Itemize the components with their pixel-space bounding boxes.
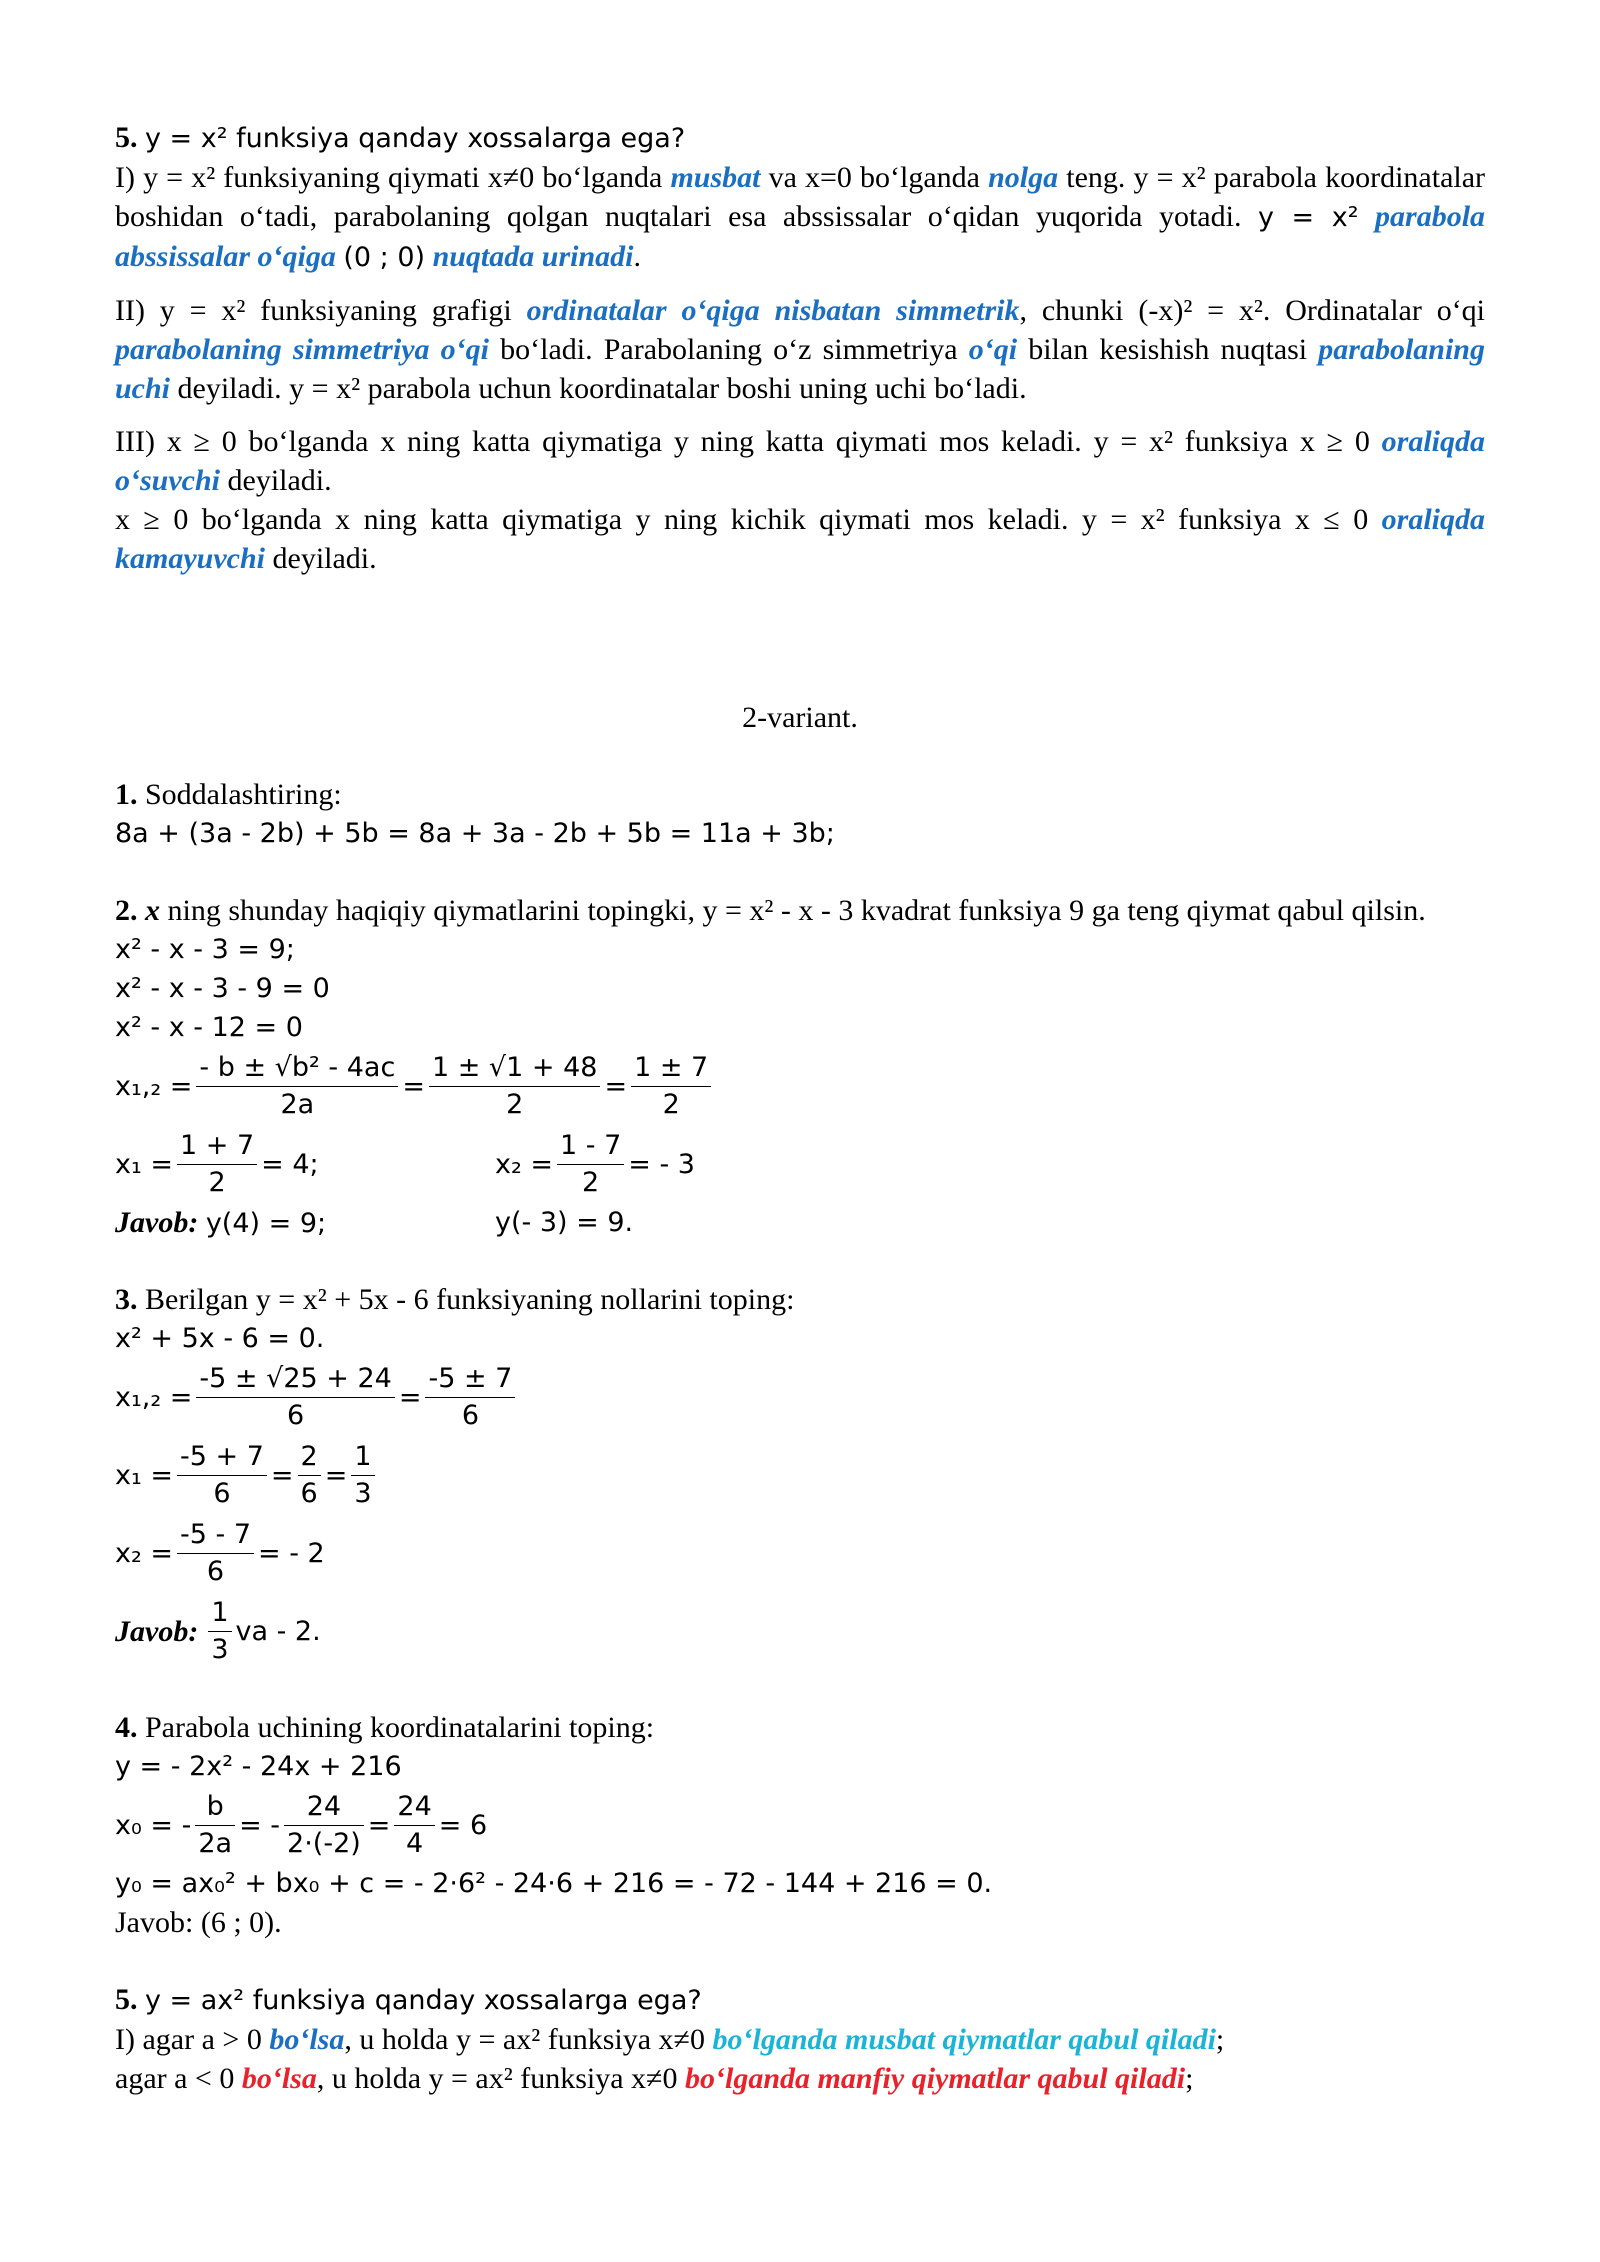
task4-heading: [115, 1708, 1485, 1747]
fraction: [284, 1789, 364, 1862]
highlight: nuqtada urinadi: [432, 240, 634, 273]
task3-number: 3.: [115, 1283, 138, 1316]
fraction: [351, 1439, 374, 1512]
task5-text: y = ax² funksiya qanday xossalarga ega?: [145, 1985, 702, 2016]
highlight-musbat: musbat: [670, 161, 761, 194]
denominator: 2: [662, 1088, 680, 1120]
fraction: [196, 1050, 398, 1123]
text: I) y = x² funksiyaning qiymati x≠0 bo‘lganda: [115, 161, 663, 194]
task3-heading: [115, 1280, 1485, 1319]
denominator: 6: [206, 1555, 225, 1587]
task2-answer: [115, 1203, 1485, 1242]
task2-roots-formula: x₁,₂ = $\frac{\text{- b ± √b² - 4ac}}{2a}$ = $\frac{1 \pm √1 + 48}{2}$ = $\frac{1 \pm 7}{2}$: [115, 1047, 1485, 1125]
task4-y0: y₀ = ax₀² + bx₀ + c = - 2·6² - 24·6 + 216 = - 72 - 144 + 216 = 0.: [115, 1868, 993, 1899]
label: x₁,₂ =: [115, 1381, 193, 1413]
sec5-property-1: I) y = x² funksiyaning qiymati x≠0 bo‘lganda musbat va x=0 bo‘lganda nolga teng. y = x² parabola koordinatalar boshidan o‘tadi, parabolaning qolgan nuqtalari esa abssissalar o‘qidan yuqorida yotadi. y = x² parabola abssissalar o‘qiga (0 ; 0) nuqtada urinadi.: [115, 161, 1486, 273]
result: = - 3: [628, 1148, 695, 1180]
highlight: o‘qi: [968, 333, 1018, 366]
numerator: 1: [208, 1595, 231, 1632]
fraction: [177, 1128, 257, 1201]
fraction: [208, 1595, 231, 1668]
task4-answer: Javob: (6 ; 0).: [115, 1906, 282, 1939]
highlight: bo‘lsa: [241, 2062, 317, 2095]
numerator: -5 ± √25 + 24: [196, 1361, 394, 1398]
fraction: [631, 1050, 711, 1123]
sec5-property-3: [115, 422, 1485, 500]
task2-eq2: x² - x - 3 - 9 = 0: [115, 973, 330, 1004]
task2-eq3: x² - x - 12 = 0: [115, 1012, 303, 1043]
text: x ≥ 0 bo‘lganda x ning katta qiymatiga y ning kichik qiymati mos keladi. y = x² funksiya x ≤ 0: [115, 503, 1369, 536]
denominator: 2a: [198, 1827, 233, 1859]
numerator: 1 ± 7: [631, 1050, 711, 1087]
numerator: 24: [394, 1789, 434, 1826]
numerator: -5 + 7: [177, 1439, 267, 1476]
fraction: [196, 1361, 394, 1434]
sec5-property-4: [115, 500, 1485, 578]
result: = 6: [438, 1809, 488, 1841]
numerator: 1 + 7: [177, 1128, 257, 1165]
numerator: - b ± √b² - 4ac: [196, 1050, 398, 1087]
formula: y = x²: [1257, 202, 1359, 233]
sec5-question: [115, 118, 1485, 158]
fraction: [177, 1517, 254, 1590]
numerator: b: [195, 1789, 235, 1826]
denominator: 2: [208, 1166, 226, 1198]
result: = 4;: [261, 1148, 319, 1180]
task4-title: Parabola uchining koordinatalarini toping:: [145, 1711, 655, 1744]
highlight-nolga: nolga: [988, 161, 1059, 194]
sec5-question-text: y = x² funksiya qanday xossalarga ega?: [145, 123, 686, 154]
task3-text: Berilgan y = x² + 5x - 6 funksiyaning nollarini toping:: [145, 1283, 795, 1316]
highlight-negative: bo‘lganda manfiy qiymatlar qabul qiladi: [685, 2062, 1186, 2095]
denominator: 2·(-2): [287, 1827, 361, 1859]
denominator: 2a: [280, 1088, 315, 1120]
answer-rest: va - 2.: [235, 1615, 321, 1647]
highlight: parabola abssissalar o‘qiga: [115, 200, 1486, 273]
fraction: [557, 1128, 624, 1201]
numerator: 1 ± √1 + 48: [429, 1050, 601, 1087]
task2-text: ning shunday haqiqiy qiymatlarini topingki, y = x² - x - 3 kvadrat funksiya 9 ga teng qiymat qabul qilsin.: [167, 894, 1426, 927]
task3-eq1: x² + 5x - 6 = 0.: [115, 1323, 325, 1354]
fraction: [394, 1789, 434, 1862]
label: x₁ =: [115, 1148, 174, 1180]
text: II) y = x² funksiyaning grafigi: [115, 294, 512, 327]
label: x₁ =: [115, 1459, 174, 1491]
task2-number: 2.: [115, 894, 138, 927]
fraction: [177, 1439, 267, 1512]
text: III) x ≥ 0 bo‘lganda x ning katta qiymatiga y ning katta qiymati mos keladi. y = x² funksiya x ≥ 0: [115, 425, 1370, 458]
text: ;: [1215, 2023, 1225, 2056]
fraction: [298, 1439, 321, 1512]
numerator: 1 - 7: [557, 1128, 624, 1165]
text: agar a < 0: [115, 2062, 235, 2095]
fraction: [195, 1789, 235, 1862]
text: I) agar a > 0: [115, 2023, 262, 2056]
task5-property-2: [115, 2059, 1485, 2098]
denominator: 6: [300, 1477, 318, 1509]
sec5-number: 5.: [115, 121, 138, 154]
task5-number: 5.: [115, 1983, 138, 2016]
denominator: 3: [211, 1633, 229, 1665]
denominator: 2: [506, 1088, 524, 1120]
task2-roots: [115, 1125, 1485, 1203]
text: , u holda y = ax² funksiya x≠0: [316, 2062, 678, 2095]
highlight: bo‘lsa: [269, 2023, 345, 2056]
task1-number: 1.: [115, 778, 138, 811]
task4-eq1: y = - 2x² - 24x + 216: [115, 1751, 402, 1782]
answer-label: Javob:: [115, 1206, 199, 1239]
text: bilan kesishish nuqtasi: [1028, 333, 1308, 366]
text: deyiladi.: [227, 464, 332, 497]
task3-answer: [115, 1592, 1485, 1670]
highlight: oraliqda kamayuvchi: [115, 503, 1485, 575]
highlight: oraliqda o‘suvchi: [115, 425, 1485, 497]
label: x₂ =: [115, 1537, 174, 1569]
text: teng. y = x² parabola koordinatalar boshidan o‘tadi, parabolaning qolgan nuqtalari esa abssissalar o‘qidan yuqorida yotadi.: [115, 161, 1486, 233]
document-content: [115, 118, 1485, 2098]
fraction: [429, 1050, 601, 1123]
task1-expression: 8a + (3a - 2b) + 5b = 8a + 3a - 2b + 5b = 11a + 3b;: [115, 818, 835, 849]
label: x₁,₂ =: [115, 1070, 193, 1102]
task2-heading: [115, 891, 1485, 930]
text: , chunki (-x)² = x². Ordinatalar o‘qi: [1019, 294, 1486, 327]
denominator: 6: [287, 1399, 305, 1431]
denominator: 4: [405, 1827, 424, 1859]
answer-label: Javob:: [115, 1614, 199, 1648]
text: , u holda y = ax² funksiya x≠0: [344, 2023, 706, 2056]
task4-x0: x₀ = - $\frac{b}{2a}$ = - $\frac{24}{2\cdot(-2)}$ = $\frac{24}{4}$ = 6: [115, 1786, 1485, 1864]
text: ;: [1185, 2062, 1194, 2095]
highlight-positive: bo‘lganda musbat qiymatlar qabul qiladi: [712, 2023, 1216, 2056]
second-root: [495, 1128, 695, 1201]
fraction: [425, 1361, 515, 1434]
task2-variable: x: [145, 894, 160, 927]
text: bo‘ladi. Parabolaning o‘z simmetriya: [500, 333, 958, 366]
task4-number: 4.: [115, 1711, 138, 1744]
task5-heading: [115, 1980, 1485, 2020]
highlight: ordinatalar o‘qiga nisbatan simmetrik: [526, 294, 1020, 327]
variant-title: 2-variant.: [742, 701, 858, 734]
point: (0 ; 0): [343, 242, 426, 273]
text: va x=0 bo‘lganda: [768, 161, 980, 194]
task1-title: Soddalashtiring:: [145, 778, 342, 811]
denominator: 6: [213, 1477, 231, 1509]
numerator: 24: [284, 1789, 364, 1826]
sec5-property-2: [115, 291, 1485, 408]
highlight: parabolaning uchi: [115, 333, 1485, 405]
numerator: 2: [298, 1439, 321, 1476]
task3-root-1: x₁ = $\frac{-5 + 7}{6}$ = $\frac{2}{6}$ = $\frac{1}{3}$: [115, 1436, 1485, 1514]
text: deyiladi. y = x² parabola uchun koordinatalar boshi uning uchi bo‘ladi.: [177, 372, 1027, 405]
answer-2: y(- 3) = 9.: [495, 1207, 634, 1238]
result: = - 2: [258, 1537, 325, 1569]
highlight: parabolaning simmetriya o‘qi: [115, 333, 489, 366]
numerator: -5 - 7: [177, 1517, 254, 1554]
answer-1: y(4) = 9;: [205, 1208, 327, 1239]
label: x₀ = -: [115, 1809, 192, 1841]
numerator: -5 ± 7: [425, 1361, 515, 1398]
task1-heading: [115, 775, 1485, 814]
denominator: 6: [461, 1399, 479, 1431]
denominator: 2: [582, 1166, 600, 1198]
denominator: 3: [354, 1477, 372, 1509]
task3-root-2: [115, 1514, 1485, 1592]
numerator: 1: [351, 1439, 374, 1476]
text: deyiladi.: [272, 542, 377, 575]
task2-eq1: x² - x - 3 = 9;: [115, 934, 295, 965]
task5-property-1: [115, 2020, 1485, 2059]
label: x₂ =: [495, 1148, 554, 1180]
task3-roots-formula: x₁,₂ = $\frac{-5 \pm √25 + 24}{6}$ = $\frac{-5 \pm 7}{6}$: [115, 1358, 1485, 1436]
